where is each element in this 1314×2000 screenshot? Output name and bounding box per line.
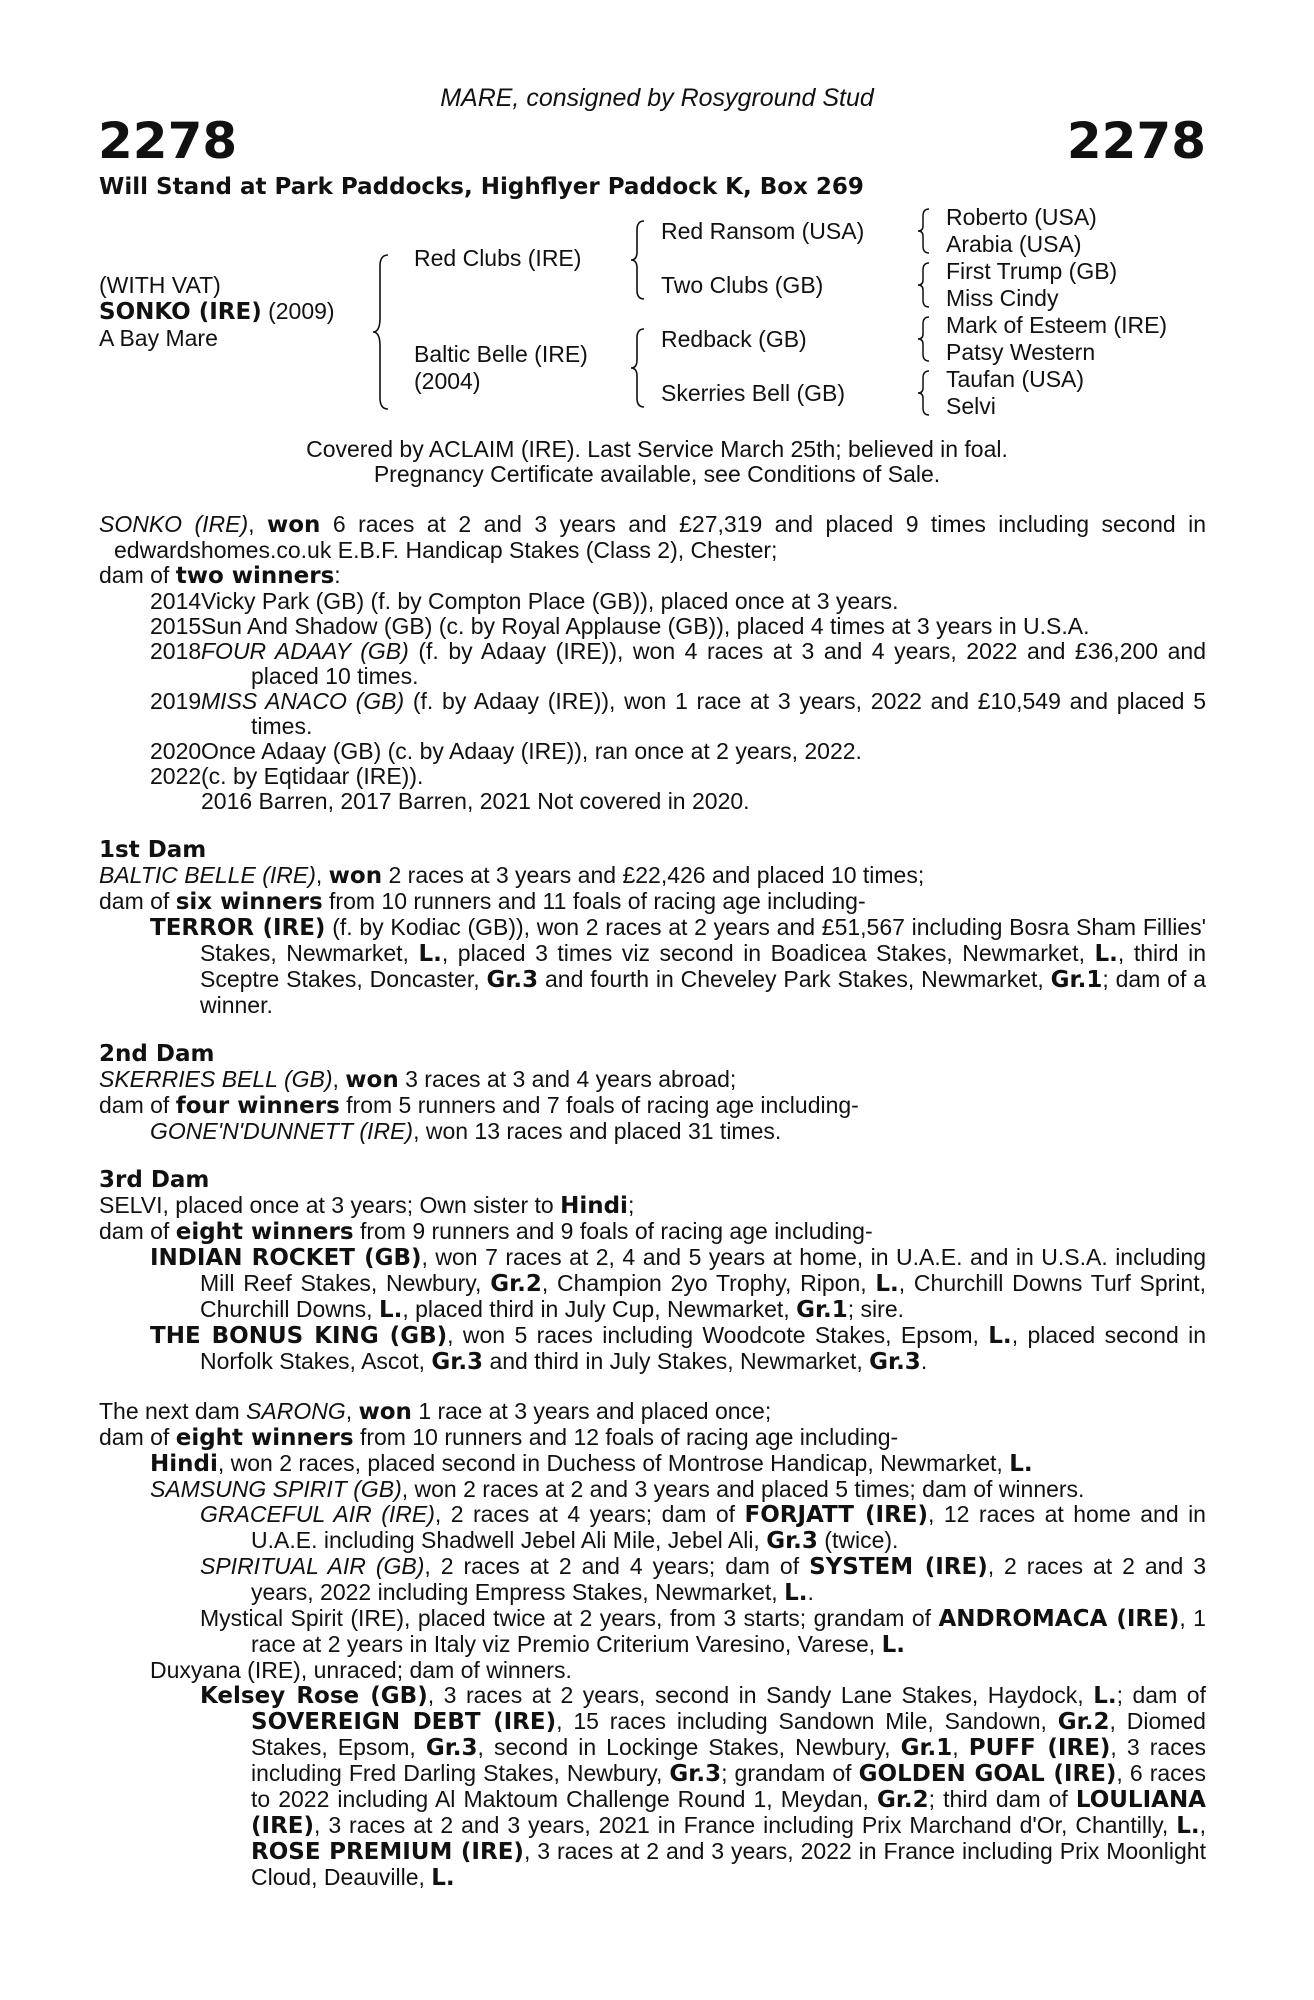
second-dam-record: SKERRIES BELL (GB), won 3 races at 3 and 4 years abroad; [99,1066,737,1093]
hindi-record: Hindi, won 2 races, placed second in Duchess of Montrose Handicap, Newmarket, L. [150,1450,1033,1477]
mystical-spirit-record: Mystical Spirit (IRE), placed twice at 2 years, from 3 starts; grandam of ANDROMACA (IRE), 1 race at 2 years in Italy viz Premio Criterium Varesino, Varese, L. [200,1605,1206,1658]
gg-dsd: Patsy Western [946,339,1096,365]
brace-gg3 [915,314,935,364]
gg-sds: First Trump (GB) [946,258,1118,284]
vat-note: (WITH VAT) [99,272,221,298]
gg-dds: Taufan (USA) [946,366,1085,392]
third-dam-record: SELVI, placed once at 3 years; Own sister to Hindi; [99,1192,635,1219]
sire: Red Clubs (IRE) [414,245,582,271]
gg-ssd: Arabia (USA) [946,231,1082,257]
next-dam-produce: dam of eight winners from 10 runners and 12 foals of racing age including- [99,1424,899,1451]
brace-dam [628,326,650,410]
dam-sire: Redback (GB) [661,326,807,352]
produce-row: 2019 MISS ANACO (GB) (f. by Adaay (IRE)), won 1 race at 3 years, 2022 and £10,549 and placed 5 times. [150,688,1206,739]
stand-location: Will Stand at Park Paddocks, Highflyer Paddock K, Box 269 [99,174,864,200]
duxyana-record: Duxyana (IRE), unraced; dam of winners. [150,1657,572,1683]
sire-dam: Two Clubs (GB) [661,272,824,298]
spiritual-air-record: SPIRITUAL AIR (GB), 2 races at 2 and 4 years; dam of SYSTEM (IRE), 2 races at 2 and 3 years, 2022 including Empress Stakes, Newmarket, L.. [200,1553,1207,1606]
gg-sdd: Miss Cindy [946,285,1059,311]
first-dam-record: BALTIC BELLE (IRE), won 2 races at 3 years and £22,426 and placed 10 times; [99,862,925,889]
horse-name: SONKO (IRE) [99,299,262,325]
sonko-name: SONKO (IRE) [99,511,249,537]
kelsey-rose-record: Kelsey Rose (GB), 3 races at 2 years, second in Sandy Lane Stakes, Haydock, L.; dam of SOVEREIGN DEBT (IRE), 15 races including Sandown Mile, Sandown, Gr.2, Diomed Stakes, Epsom, Gr.3, second in Lockinge Stakes, Newbury, Gr.1, PUFF (IRE), 3 races including Fred Darling Stakes, Newbury, Gr.3; grandam of GOLDEN GOAL (IRE), 6 races to 2022 including Al Maktoum Challenge Round 1, Meydan, Gr.2; third dam of LOULIANA (IRE), 3 races at 2 and 3 years, 2021 in France including Prix Marchand d'Or, Chantilly, L., ROSE PREMIUM (IRE), 3 races at 2 and 3 years, 2022 in France including Prix Moonlight Cloud, Deauville, L. [200,1682,1206,1891]
sire-sire: Red Ransom (USA) [661,218,865,244]
produce-row: 2022 (c. by Eqtidaar (IRE)). [150,763,424,789]
lot-number-right: 2278 [1066,112,1206,170]
second-dam-produce: dam of four winners from 5 runners and 7 foals of racing age including- [99,1092,859,1119]
gg-ddd: Selvi [946,393,996,419]
horse-description: A Bay Mare [99,325,218,351]
produce-row: 2020 Once Adaay (GB) (c. by Adaay (IRE)), ran once at 2 years, 2022. [150,738,862,764]
gg-dss: Mark of Esteem (IRE) [946,312,1168,338]
consignor-line: MARE, consigned by Rosyground Stud [440,84,874,112]
pregnancy-line: Pregnancy Certificate available, see Conditions of Sale. [373,461,941,487]
terror-record: TERROR (IRE) (f. by Kodiac (GB)), won 2 races at 2 years and £51,567 including Bosra Sham Fillies' Stakes, Newmarket, L., placed 3 times viz second in Boadicea Stakes, Newmarket, L., third in Sceptre Stakes, Doncaster, Gr.3 and fourth in Cheveley Park Stakes, Newmarket, Gr.1; dam of a winner. [150,914,1206,1018]
horse-name-line [99,298,335,326]
second-dam-heading: 2nd Dam [99,1041,215,1067]
horse-year: (2009) [268,298,335,324]
barren-row: 2016 Barren, 2017 Barren, 2021 Not covered in 2020. [201,788,750,814]
indian-rocket-record: INDIAN ROCKET (GB), won 7 races at 2, 4 and 5 years at home, in U.A.E. and in U.S.A. including Mill Reef Stakes, Newbury, Gr.2, Champion 2yo Trophy, Ripon, L., Churchill Downs Turf Sprint, Churchill Downs, L., placed third in July Cup, Newmarket, Gr.1; sire. [150,1244,1207,1323]
covered-line: Covered by ACLAIM (IRE). Last Service March 25th; believed in foal. [306,436,1008,462]
sonko-dam-of: dam of two winners: [99,562,341,589]
brace-gg2 [915,260,935,310]
dam-year: (2004) [414,368,481,394]
next-dam-record: The next dam SARONG, won 1 race at 3 years and placed once; [99,1398,772,1425]
produce-row: 2018 FOUR ADAAY (GB) (f. by Adaay (IRE)), won 4 races at 3 and 4 years, 2022 and £36,200 and placed 10 times. [150,638,1206,689]
bonus-king-record: THE BONUS KING (GB), won 5 races including Woodcote Stakes, Epsom, L., placed second in Norfolk Stakes, Ascot, Gr.3 and third in July Stakes, Newmarket, Gr.3. [150,1322,1207,1375]
gone-record: GONE'N'DUNNETT (IRE), won 13 races and placed 31 times. [150,1118,782,1144]
dam: Baltic Belle (IRE) [414,341,588,367]
dam-dam: Skerries Bell (GB) [661,380,846,406]
first-dam-heading: 1st Dam [99,837,207,863]
produce-row: 2015 Sun And Shadow (GB) (c. by Royal Applause (GB)), placed 4 times at 3 years in U.S.A. [150,613,1090,639]
brace-gg4 [915,368,935,418]
lot-body [99,512,1206,1891]
third-dam-produce: dam of eight winners from 9 runners and 9 foals of racing age including- [99,1218,873,1245]
lot-number-left: 2278 [98,112,238,170]
sonko-record: SONKO (IRE), won 6 races at 2 and 3 years and £27,319 and placed 9 times including second in edwardshomes.co.uk E.B.F. Handicap Stakes (Class 2), Chester; [99,511,1207,563]
produce-row: 2014 Vicky Park (GB) (f. by Compton Place (GB)), placed once at 3 years. [150,588,899,614]
samsung-spirit-record: SAMSUNG SPIRIT (GB), won 2 races at 2 and 3 years and placed 5 times; dam of winners. [150,1476,1085,1502]
gg-sss: Roberto (USA) [946,204,1097,230]
brace-gg1 [915,206,935,256]
third-dam-heading: 3rd Dam [99,1167,210,1193]
brace-sire [628,218,650,302]
first-dam-produce: dam of six winners from 10 runners and 11 foals of racing age including- [99,888,866,915]
graceful-air-record: GRACEFUL AIR (IRE), 2 races at 4 years; dam of FORJATT (IRE), 12 races at home and in U.A.E. including Shadwell Jebel Ali Mile, Jebel Ali, Gr.3 (twice). [200,1501,1206,1554]
brace-main [370,252,396,412]
